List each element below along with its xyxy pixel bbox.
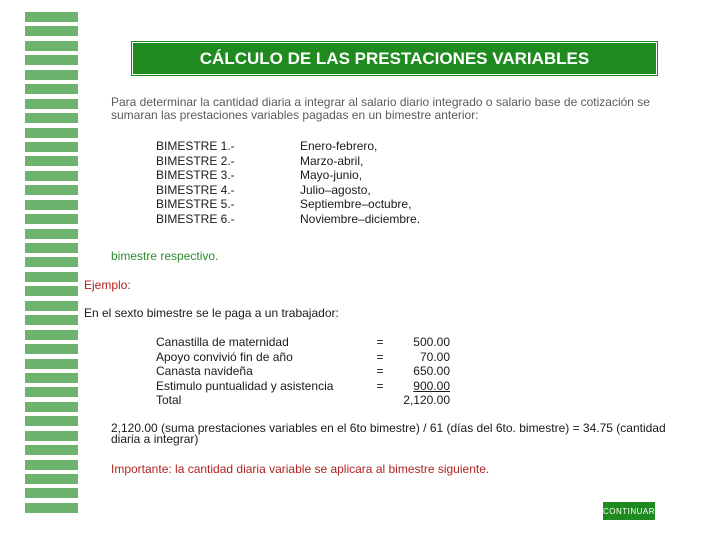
stripe xyxy=(25,416,78,426)
stripe xyxy=(25,359,78,369)
calc-total-row xyxy=(156,393,450,408)
stripe xyxy=(25,373,78,383)
calc-concept: Apoyo convivió fin de año xyxy=(156,349,293,364)
stripe xyxy=(25,431,78,441)
calc-concept: Estimulo puntualidad y asistencia xyxy=(156,378,334,393)
stripe xyxy=(25,185,78,195)
stripe xyxy=(25,474,78,484)
stripe xyxy=(25,113,78,123)
stripe xyxy=(25,488,78,498)
page-title: CÁLCULO DE LAS PRESTACIONES VARIABLES xyxy=(132,42,657,75)
calc-concept: Canastilla de maternidad xyxy=(156,335,289,349)
importante-note: Importante: la cantidad diaria variable se aplicara al bimestre siguiente. xyxy=(111,462,490,476)
stripe xyxy=(25,26,78,36)
stripe xyxy=(25,257,78,267)
stripe xyxy=(25,286,78,296)
bimestres-list xyxy=(156,139,420,226)
stripe xyxy=(25,301,78,311)
calc-row xyxy=(156,350,450,365)
bimestre-row xyxy=(156,183,420,198)
stripe xyxy=(25,128,78,138)
bimestre-row xyxy=(156,212,420,227)
bimestre-months: Septiembre–octubre, xyxy=(300,197,412,211)
bimestre-row xyxy=(156,139,420,154)
stripe xyxy=(25,387,78,397)
stripe xyxy=(25,99,78,109)
intro-paragraph: Para determinar la cantidad diaria a integrar al salario diario integrado o salario base de cotización se sumaran las prestaciones variables pagadas en un bimestre anterior: xyxy=(111,95,650,122)
bimestre-label: BIMESTRE 1.- xyxy=(156,139,235,153)
calc-amount: 650.00 xyxy=(413,364,450,378)
stripe xyxy=(25,445,78,455)
stripe xyxy=(25,330,78,340)
bimestre-months: Enero-febrero, xyxy=(300,139,378,153)
ejemplo-text: En el sexto bimestre se le paga a un trabajador: xyxy=(84,306,339,320)
stripe xyxy=(25,402,78,412)
stripe xyxy=(25,460,78,470)
stripe xyxy=(25,503,78,513)
bimestre-respectivo-text: bimestre respectivo. xyxy=(111,249,219,263)
decorative-stripes xyxy=(25,12,78,517)
calc-amount: 500.00 xyxy=(413,335,450,349)
continuar-button[interactable]: CONTINUAR xyxy=(603,502,655,520)
calc-equals: = xyxy=(376,349,384,364)
calc-row xyxy=(156,379,450,394)
stripe xyxy=(25,315,78,325)
calc-amount: 70.00 xyxy=(419,349,450,364)
stripe xyxy=(25,41,78,51)
bimestre-row xyxy=(156,168,420,183)
calc-concept: Canasta navideña xyxy=(156,364,253,378)
calc-equals: = xyxy=(376,378,384,393)
stripe xyxy=(25,55,78,65)
calc-equals xyxy=(370,393,390,408)
stripe xyxy=(25,70,78,80)
calc-total-amount: 2,120.00 xyxy=(403,393,450,407)
stripe xyxy=(25,200,78,210)
bimestre-label: BIMESTRE 4.- xyxy=(156,182,235,197)
calc-row xyxy=(156,335,450,350)
stripe xyxy=(25,272,78,282)
calc-row xyxy=(156,364,450,379)
bimestre-row xyxy=(156,154,420,169)
calc-concept: Total xyxy=(156,393,182,407)
bimestre-label: BIMESTRE 6.- xyxy=(156,211,235,226)
stripe xyxy=(25,142,78,152)
calc-equals: = xyxy=(376,364,384,378)
bimestre-months: Mayo-junio, xyxy=(300,168,363,182)
calculation-table xyxy=(156,335,450,408)
stripe xyxy=(25,171,78,181)
bimestre-row xyxy=(156,197,420,212)
bimestre-label: BIMESTRE 5.- xyxy=(156,197,235,211)
stripe xyxy=(25,243,78,253)
stripe xyxy=(25,214,78,224)
calc-equals: = xyxy=(376,335,384,349)
bimestre-months: Marzo-abril, xyxy=(300,153,364,168)
stripe xyxy=(25,12,78,22)
bimestre-months: Julio–agosto, xyxy=(300,182,371,197)
ejemplo-label: Ejemplo: xyxy=(84,278,131,292)
stripe xyxy=(25,229,78,239)
summary-text: 2,120.00 (suma prestaciones variables en el 6to bimestre) / 61 (días del 6to. bimestre) = 34.75 (cantidad diaria a integrar) xyxy=(111,421,666,446)
bimestre-label: BIMESTRE 2.- xyxy=(156,153,235,168)
bimestre-months: Noviembre–diciembre. xyxy=(300,211,421,226)
stripe xyxy=(25,156,78,166)
calc-amount: 900.00 xyxy=(413,378,450,393)
stripe xyxy=(25,84,78,94)
stripe xyxy=(25,344,78,354)
bimestre-label: BIMESTRE 3.- xyxy=(156,168,235,182)
